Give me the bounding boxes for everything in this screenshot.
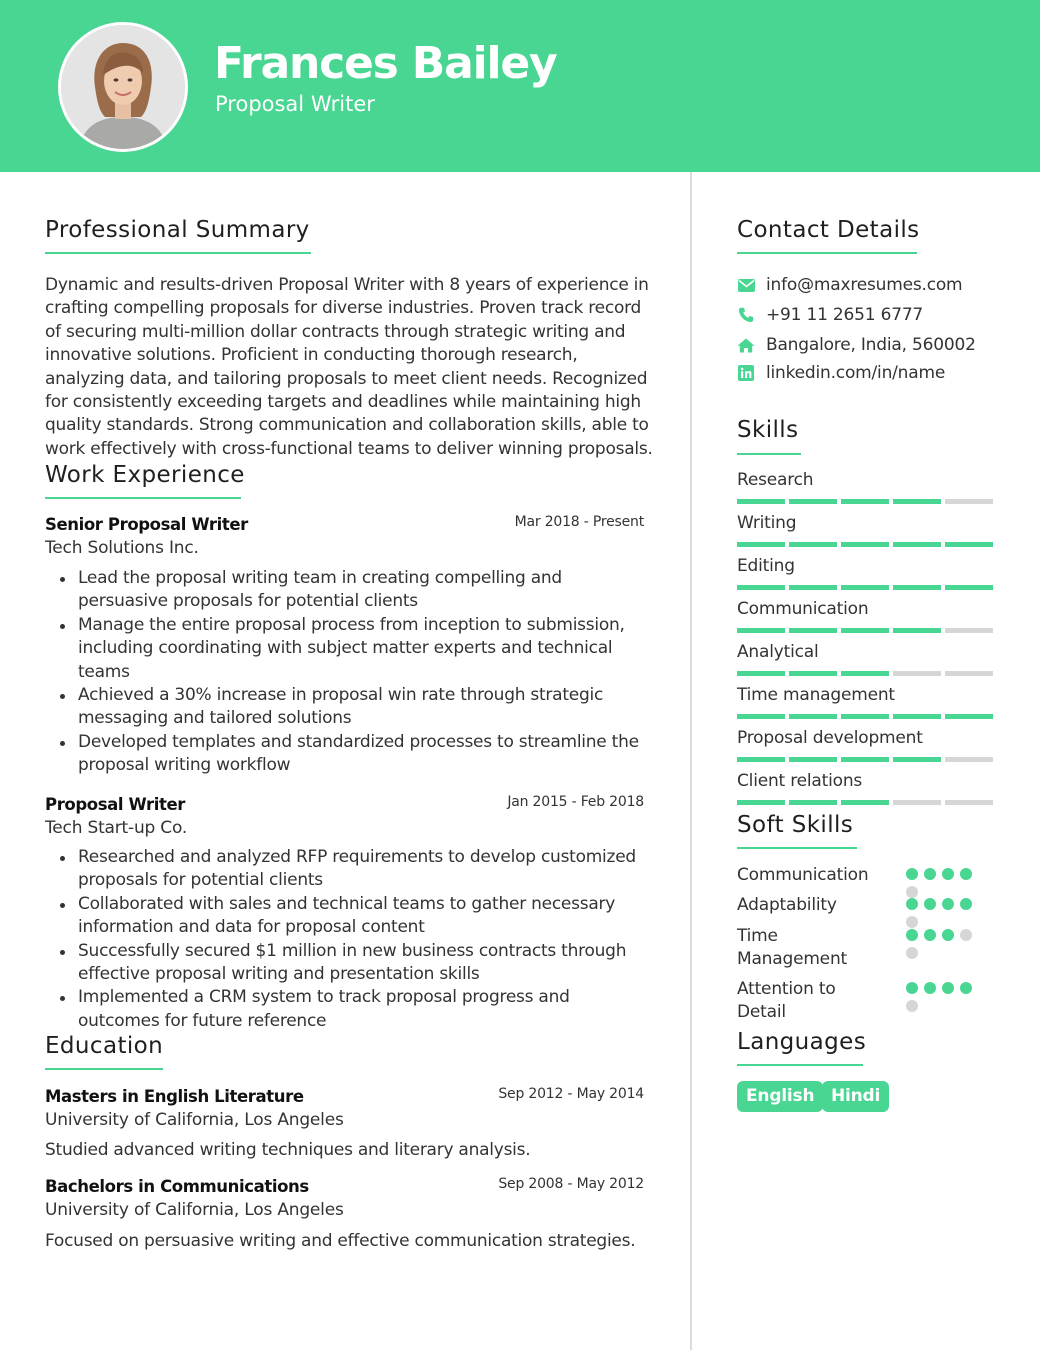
list-item: Achieved a 30% increase in proposal win rate through strategic messaging and tailored solutions	[45, 684, 655, 731]
skill-name: Analytical	[737, 642, 819, 662]
skill-level-segment	[789, 628, 837, 633]
soft-skill-rating	[906, 898, 982, 928]
rating-dot	[906, 982, 918, 994]
school-name: University of California, Los Angeles	[45, 1110, 344, 1130]
skill-level-segment	[893, 585, 941, 590]
soft-skill-rating	[906, 929, 982, 959]
skill-level-segment	[945, 542, 993, 547]
contact-text: +91 11 2651 6777	[766, 305, 924, 325]
contact-text: info@maxresumes.com	[766, 275, 963, 295]
skill-level-segment	[945, 628, 993, 633]
skill-level-segment	[893, 671, 941, 676]
list-item: Researched and analyzed RFP requirements to develop customized proposals for potential clients	[45, 846, 655, 893]
phone-icon	[737, 306, 755, 324]
list-item: Manage the entire proposal process from inception to submission, including coordinating with subject matter experts and technical teams	[45, 614, 655, 684]
skill-level-segment	[945, 499, 993, 504]
skill-name: Client relations	[737, 771, 863, 791]
skill-level-bar	[737, 585, 993, 590]
rating-dot	[924, 868, 936, 880]
skill-level-segment	[841, 714, 889, 719]
degree-date: Sep 2008 - May 2012	[498, 1176, 644, 1192]
skill-level-segment	[841, 671, 889, 676]
degree-description: Focused on persuasive writing and effective communication strategies.	[45, 1231, 636, 1251]
linkedin-icon	[737, 364, 755, 382]
skill-level-segment	[841, 499, 889, 504]
skill-level-segment	[737, 800, 785, 805]
rating-dot	[942, 929, 954, 941]
job-company: Tech Solutions Inc.	[45, 538, 199, 558]
list-item: Implemented a CRM system to track proposal progress and outcomes for future reference	[45, 986, 655, 1033]
portrait-image	[61, 25, 185, 149]
skill-level-segment	[893, 628, 941, 633]
skills-heading: Skills	[737, 417, 799, 443]
list-item: Collaborated with sales and technical teams to gather necessary information and data for proposal content	[45, 893, 655, 940]
profile-photo	[58, 22, 188, 152]
skill-level-bar	[737, 800, 993, 805]
skill-level-segment	[737, 757, 785, 762]
rating-dot	[906, 868, 918, 880]
job-bullets	[45, 846, 655, 1033]
rating-dot	[960, 982, 972, 994]
rating-dot	[942, 982, 954, 994]
skill-level-segment	[945, 757, 993, 762]
rating-dot	[960, 929, 972, 941]
list-item: Lead the proposal writing team in creating compelling and persuasive proposals for potential clients	[45, 567, 655, 614]
rating-dot	[906, 886, 918, 898]
degree-description: Studied advanced writing techniques and literary analysis.	[45, 1140, 531, 1160]
job-date: Jan 2015 - Feb 2018	[507, 794, 644, 810]
languages-underline	[737, 1064, 863, 1066]
skill-name: Communication	[737, 599, 869, 619]
rating-dot	[906, 929, 918, 941]
candidate-name: Frances Bailey	[214, 38, 557, 89]
skill-level-segment	[893, 542, 941, 547]
skill-level-segment	[789, 671, 837, 676]
language-tag: Hindi	[822, 1081, 889, 1112]
soft-skill-name: Adaptability	[737, 895, 837, 915]
rating-dot	[906, 898, 918, 910]
contact-text: linkedin.com/in/name	[766, 363, 946, 383]
job-date: Mar 2018 - Present	[514, 514, 644, 530]
skill-level-segment	[737, 542, 785, 547]
column-divider	[690, 172, 692, 1350]
degree-date: Sep 2012 - May 2014	[498, 1086, 644, 1102]
skill-level-segment	[789, 800, 837, 805]
rating-dot	[924, 982, 936, 994]
skill-name: Proposal development	[737, 728, 923, 748]
soft-skills-underline	[737, 847, 857, 849]
rating-dot	[906, 916, 918, 928]
job-bullets	[45, 567, 655, 778]
skill-level-segment	[841, 800, 889, 805]
skill-level-segment	[893, 499, 941, 504]
contact-underline	[737, 252, 917, 254]
summary-heading: Professional Summary	[45, 217, 310, 243]
rating-dot	[924, 929, 936, 941]
skill-level-segment	[737, 714, 785, 719]
soft-skill-name: Time Management	[737, 926, 847, 969]
skills-underline	[737, 453, 801, 455]
rating-dot	[960, 898, 972, 910]
contact-linkedin[interactable]	[737, 361, 945, 385]
job-title: Proposal Writer	[45, 795, 185, 814]
language-tag: English	[737, 1081, 823, 1112]
skill-level-bar	[737, 757, 993, 762]
rating-dot	[942, 868, 954, 880]
contact-text: Bangalore, India, 560002	[766, 335, 976, 355]
summary-underline	[45, 252, 311, 254]
summary-text: Dynamic and results-driven Proposal Writer with 8 years of experience in crafting compelling proposals for diverse industries. Proven track record of securing multi-million dollar contracts through strategic writing and innovative solutions. Proficient in conducting thorough research, analyzing data, and tailoring proposals to meet client needs. Recognized for consistently exceeding targets and deadlines while maintaining high quality standards. Strong communication and collaboration skills, able to work effectively with cross-functional teams to deliver winning proposals.	[45, 275, 653, 459]
list-item: Developed templates and standardized processes to streamline the proposal writing workflow	[45, 731, 655, 778]
skill-level-bar	[737, 714, 993, 719]
rating-dot	[942, 898, 954, 910]
skill-level-segment	[841, 542, 889, 547]
job-company: Tech Start-up Co.	[45, 818, 188, 838]
skill-level-segment	[945, 714, 993, 719]
skill-level-segment	[737, 499, 785, 504]
skill-level-segment	[945, 800, 993, 805]
skill-name: Writing	[737, 513, 797, 533]
skill-level-segment	[841, 585, 889, 590]
contact-email[interactable]	[737, 273, 962, 297]
skill-level-segment	[893, 800, 941, 805]
rating-dot	[960, 868, 972, 880]
skill-level-bar	[737, 499, 993, 504]
rating-dot	[906, 947, 918, 959]
home-icon	[737, 336, 755, 354]
degree-title: Masters in English Literature	[45, 1087, 304, 1106]
soft-skill-rating	[906, 868, 982, 898]
job-title: Senior Proposal Writer	[45, 515, 248, 534]
skill-name: Research	[737, 470, 814, 490]
skill-level-segment	[737, 628, 785, 633]
skill-level-segment	[893, 757, 941, 762]
skill-level-segment	[737, 671, 785, 676]
skill-level-segment	[737, 585, 785, 590]
education-underline	[45, 1068, 163, 1070]
contact-location	[737, 333, 976, 357]
languages-heading: Languages	[737, 1029, 867, 1055]
contact-phone[interactable]	[737, 303, 923, 327]
skill-level-segment	[789, 499, 837, 504]
soft-skills-heading: Soft Skills	[737, 812, 854, 838]
skill-name: Editing	[737, 556, 795, 576]
skill-level-segment	[789, 714, 837, 719]
resume-header	[0, 0, 1040, 172]
skill-level-segment	[841, 628, 889, 633]
degree-title: Bachelors in Communications	[45, 1177, 309, 1196]
education-heading: Education	[45, 1033, 164, 1059]
rating-dot	[924, 898, 936, 910]
skill-level-segment	[789, 585, 837, 590]
experience-heading: Work Experience	[45, 462, 245, 488]
school-name: University of California, Los Angeles	[45, 1200, 344, 1220]
email-icon	[737, 276, 755, 294]
skill-level-segment	[789, 542, 837, 547]
skill-level-bar	[737, 542, 993, 547]
skill-level-bar	[737, 671, 993, 676]
candidate-title: Proposal Writer	[215, 92, 375, 116]
soft-skill-rating	[906, 982, 982, 1012]
experience-underline	[45, 497, 241, 499]
skill-level-segment	[893, 714, 941, 719]
skill-name: Time management	[737, 685, 895, 705]
skill-level-segment	[789, 757, 837, 762]
skill-level-segment	[945, 671, 993, 676]
rating-dot	[906, 1000, 918, 1012]
skill-level-segment	[841, 757, 889, 762]
soft-skill-name: Attention to Detail	[737, 979, 836, 1022]
list-item: Successfully secured $1 million in new business contracts through effective proposal writing and presentation skills	[45, 940, 655, 987]
soft-skill-name: Communication	[737, 865, 869, 885]
skill-level-segment	[945, 585, 993, 590]
contact-heading: Contact Details	[737, 217, 920, 243]
skill-level-bar	[737, 628, 993, 633]
